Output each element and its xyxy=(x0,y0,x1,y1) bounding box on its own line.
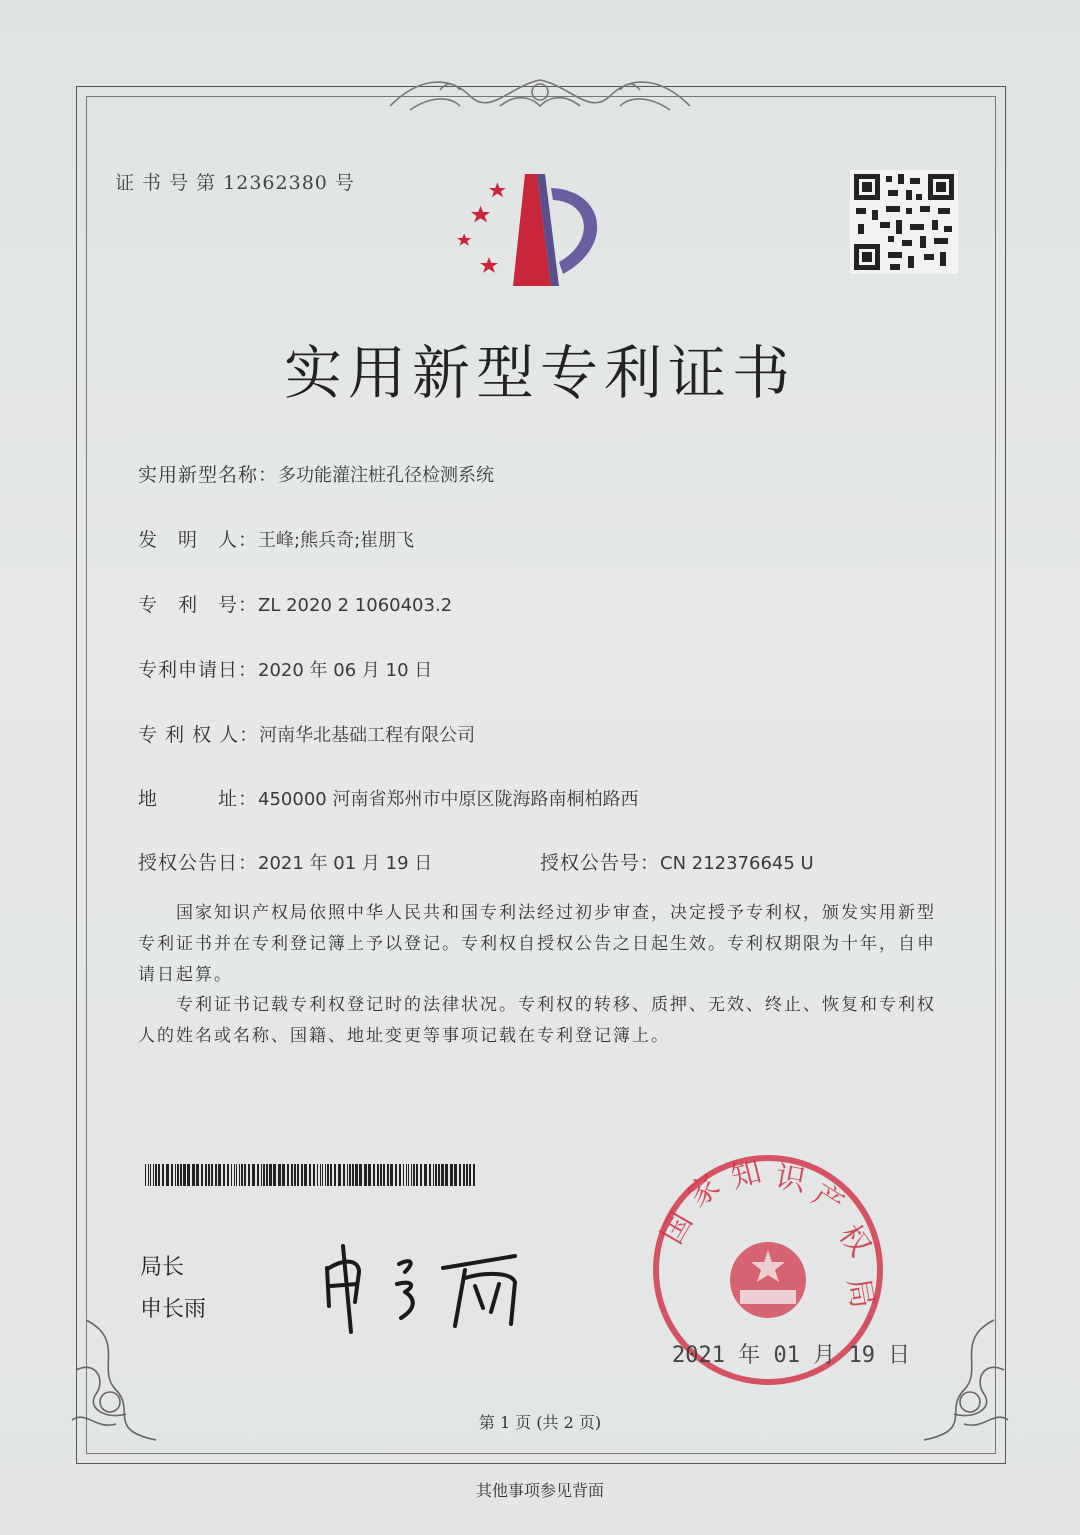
svg-text:识: 识 xyxy=(772,1159,809,1200)
field-filing-date xyxy=(138,655,432,682)
field-utility-model-name xyxy=(138,460,494,487)
director-title: 局长 xyxy=(140,1255,185,1280)
field-value: 多功能灌注桩孔径检测系统 xyxy=(278,465,495,486)
svg-text:局: 局 xyxy=(840,1275,880,1311)
field-grant-number xyxy=(540,848,814,875)
field-grant-date xyxy=(138,848,432,875)
qr-code xyxy=(850,170,958,274)
field-value: 2020 年 06 月 10 日 xyxy=(258,660,433,681)
svg-text:国: 国 xyxy=(654,1206,700,1250)
field-value: 2021 年 01 月 19 日 xyxy=(258,853,433,874)
field-label: 专 利 号： xyxy=(138,594,259,616)
field-value: 450000 河南省郑州市中原区陇海路南桐柏路西 xyxy=(258,789,639,810)
svg-text:产: 产 xyxy=(805,1177,850,1223)
svg-text:权: 权 xyxy=(831,1218,878,1264)
field-label: 地 址： xyxy=(138,788,259,810)
certificate-number: 证 书 号 第 12362380 号 xyxy=(115,172,355,194)
cnipa-logo xyxy=(455,166,615,290)
field-label: 实用新型名称： xyxy=(138,464,279,486)
director-signature xyxy=(315,1228,550,1338)
statement-paragraph-2: 专利证书记载专利权登记时的法律状况。专利权的转移、质押、无效、终止、恢复和专利权人的姓名或名称、国籍、地址变更等事项记载在专利登记簿上。 xyxy=(138,995,936,1046)
field-inventor xyxy=(138,525,414,552)
statement-paragraph-1: 国家知识产权局依照中华人民共和国专利法经过初步审查，决定授予专利权，颁发实用新型专利证书并在专利登记簿上予以登记。专利权自授权公告之日起生效。专利权期限为十年，自申请日起算。 xyxy=(138,903,936,985)
certificate-title: 实用新型专利证书 xyxy=(283,339,796,407)
field-address xyxy=(138,784,638,811)
seal-date: 2021 年 01 月 19 日 xyxy=(672,1343,911,1368)
field-label: 专 利 权 人： xyxy=(138,724,260,746)
svg-text:知: 知 xyxy=(727,1154,766,1196)
field-value: CN 212376645 U xyxy=(660,853,814,874)
footer-note: 其他事项参见背面 xyxy=(475,1481,604,1500)
top-ornament xyxy=(380,66,700,118)
field-label: 专利申请日： xyxy=(138,659,259,681)
director-name: 申长雨 xyxy=(140,1297,207,1322)
field-label: 发 明 人： xyxy=(138,529,259,551)
field-patent-number xyxy=(138,590,452,617)
field-value: 王峰;熊兵奇;崔朋飞 xyxy=(258,530,415,551)
field-label: 授权公告号： xyxy=(540,852,661,874)
svg-text:家: 家 xyxy=(681,1168,727,1215)
field-label: 授权公告日： xyxy=(138,852,259,874)
barcode xyxy=(145,1164,475,1186)
field-value: 河南华北基础工程有限公司 xyxy=(259,725,476,746)
field-value: ZL 2020 2 1060403.2 xyxy=(258,595,453,616)
field-patentee xyxy=(138,720,475,747)
page-indicator: 第 1 页 (共 2 页) xyxy=(478,1413,602,1432)
